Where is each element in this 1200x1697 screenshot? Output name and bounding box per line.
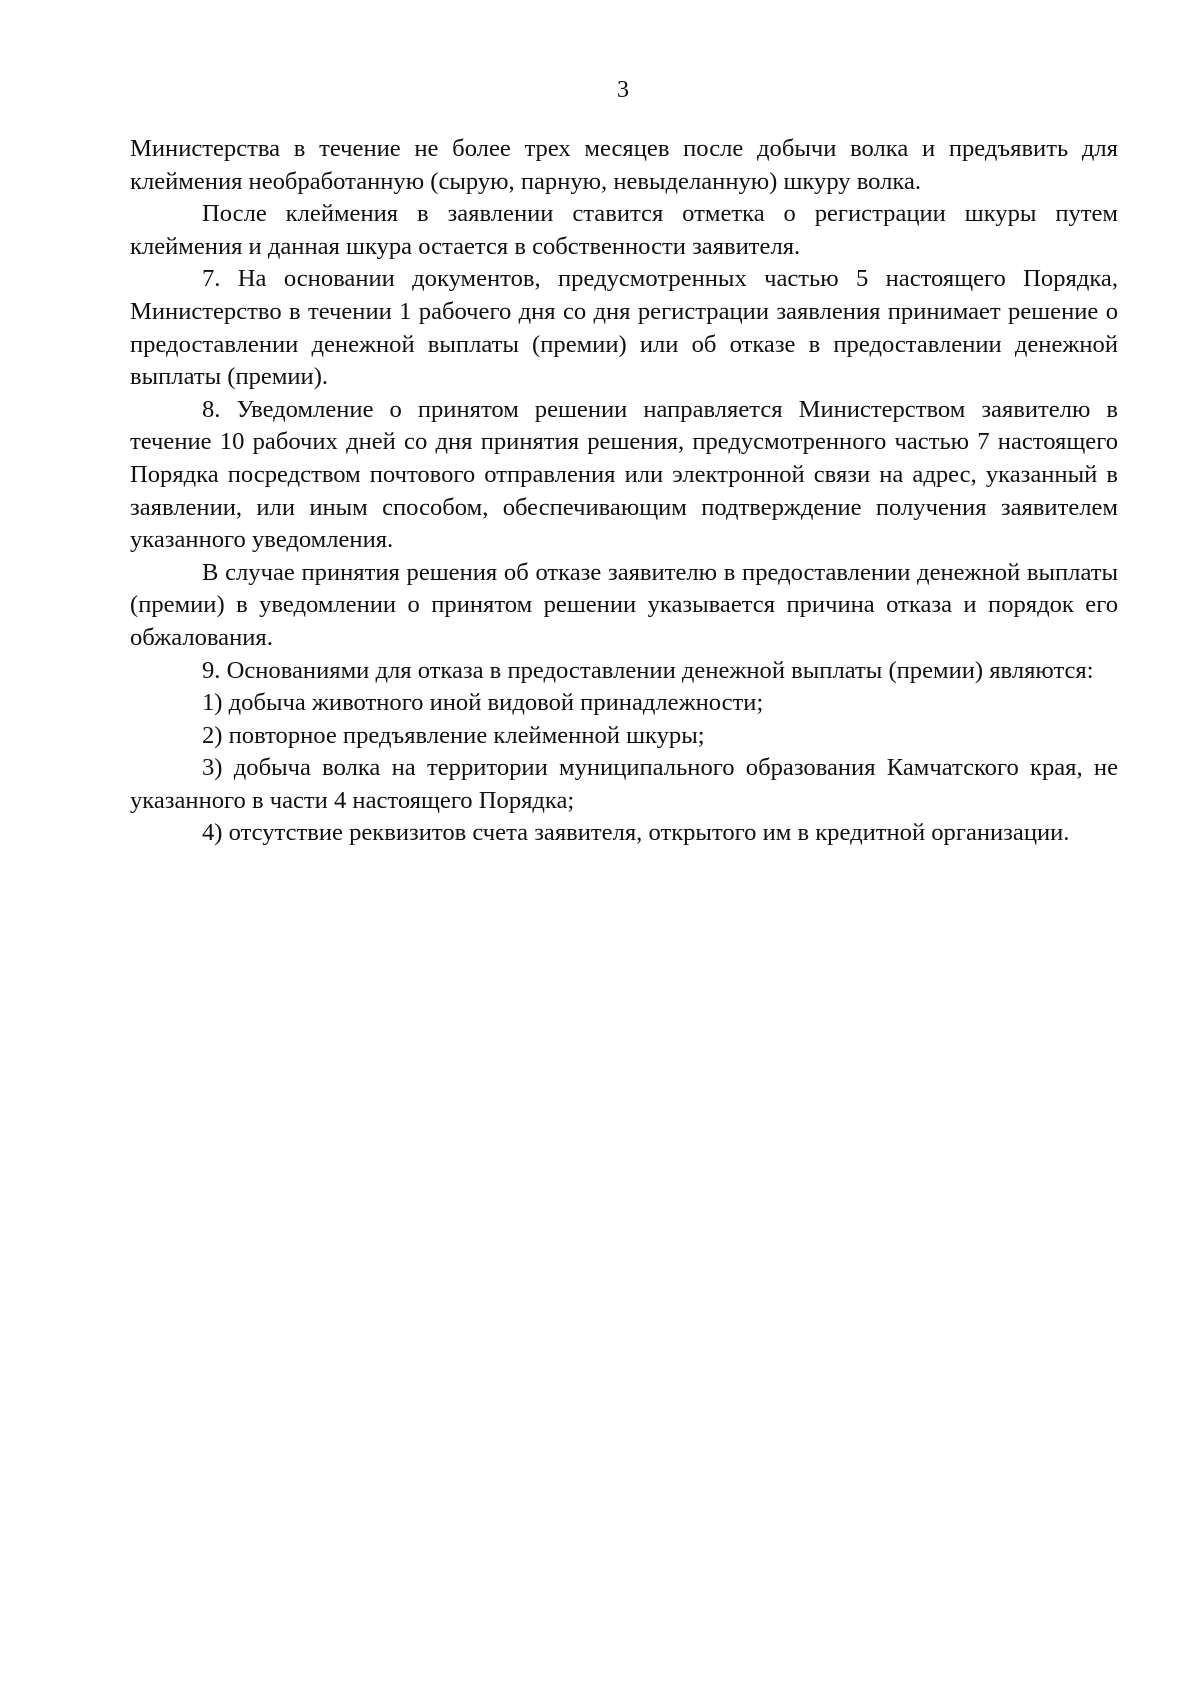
list-item-3: 3) добыча волка на территории муниципального образования Камчатского края, не указанного в части 4 настоящего Порядка; [130, 754, 1118, 814]
paragraph-item-7: 7. На основании документов, предусмотренных частью 5 настоящего Порядка, Министерство в течении 1 рабочего дня со дня регистрации заявления принимает решение о предоставлении денежной выплаты (премии) или об отказе в предоставлении денежной выплаты (премии). [130, 265, 1118, 391]
paragraph-continuation: Министерства в течение не более трех месяцев после добычи волка и предъявить для клеймения необработанную (сырую, парную, невыделанную) шкуру волка. [130, 135, 1118, 195]
paragraph-registration-mark: После клеймения в заявлении ставится отметка о регистрации шкуры путем клеймения и данная шкура остается в собственности заявителя. [130, 200, 1118, 260]
document-body [130, 133, 1118, 850]
paragraph-refusal-notice: В случае принятия решения об отказе заявителю в предоставлении денежной выплаты (премии) в уведомлении о принятом решении указывается причина отказа и порядок его обжалования. [130, 558, 1118, 651]
list-item-4: 4) отсутствие реквизитов счета заявителя, открытого им в кредитной организации. [202, 819, 1070, 847]
paragraph-item-9: 9. Основаниями для отказа в предоставлении денежной выплаты (премии) являются: [202, 656, 1094, 684]
page-number: 3 [617, 77, 629, 103]
list-item-2: 2) повторное предъявление клейменной шкуры; [202, 721, 705, 749]
paragraph-item-8: 8. Уведомление о принятом решении направляется Министерством заявителю в течение 10 рабочих дней со дня принятия решения, предусмотренного частью 7 настоящего Порядка посредством почтового отправления или электронной связи на адрес, указанный в заявлении, или иным способом, обеспечивающим подтверждение получения заявителем указанного уведомления. [130, 395, 1118, 554]
list-item-1: 1) добыча животного иной видовой принадлежности; [202, 689, 764, 717]
